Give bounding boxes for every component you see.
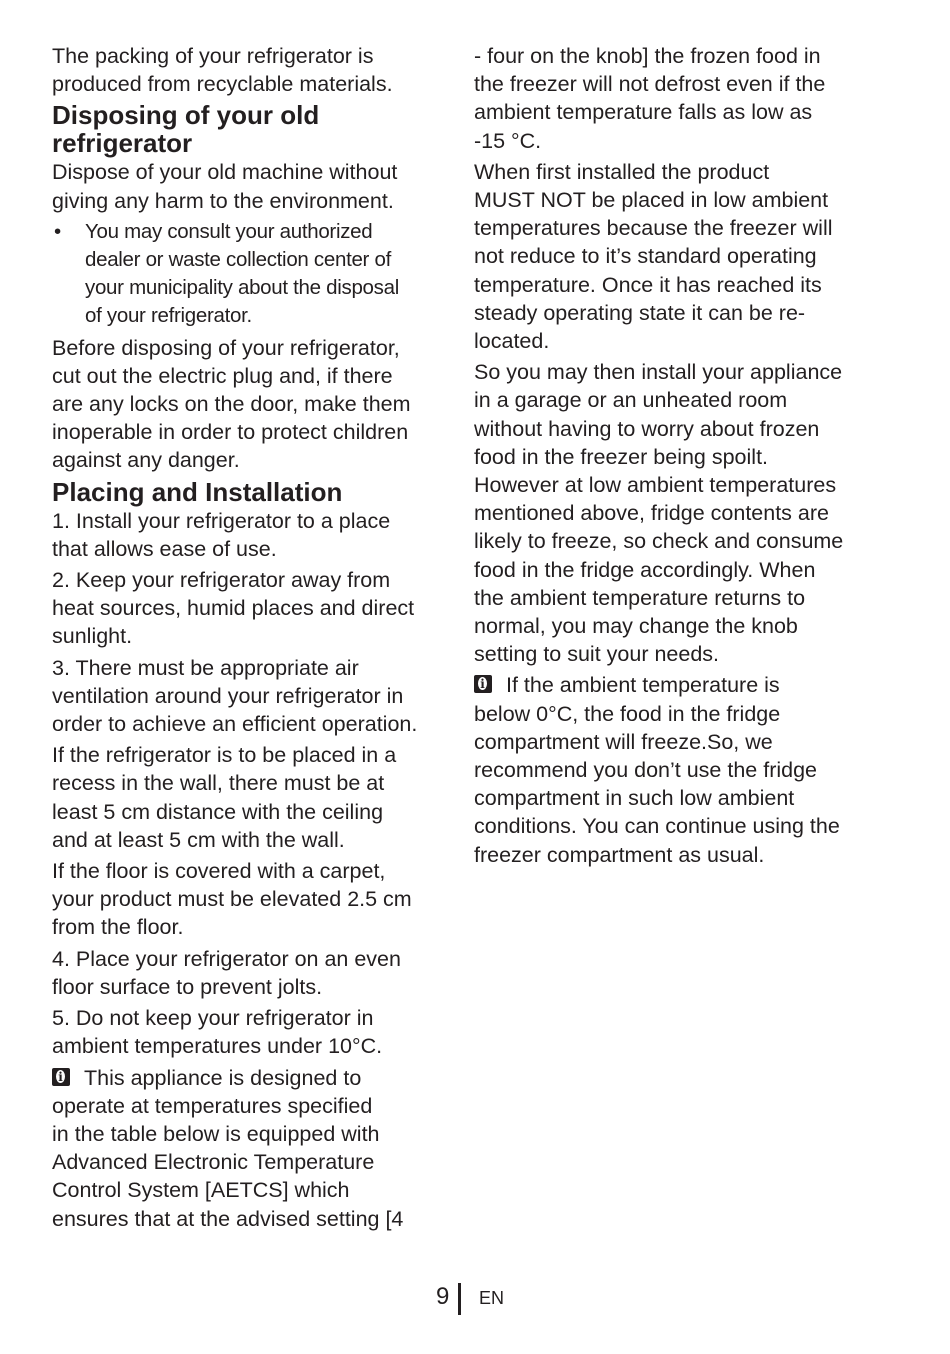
text-line: operate at temperatures specified [52, 1093, 373, 1118]
text-line: Disposing of your old [52, 100, 320, 131]
text-line: sunlight. [52, 624, 133, 649]
paragraph [52, 334, 442, 475]
text-line: refrigerator [52, 128, 193, 159]
text-line: temperatures because the freezer will [474, 216, 833, 241]
text-line: - four on the knob] the frozen food in [474, 44, 821, 68]
text-line: 5. Do not keep your refrigerator in [52, 1006, 374, 1031]
text-line: Advanced Electronic Temperature [52, 1150, 375, 1175]
text-line: steady operating state it can be re- [474, 300, 806, 325]
text-line: your product must be elevated 2.5 cm [52, 887, 412, 912]
paragraph [52, 42, 442, 98]
section-heading [52, 101, 442, 157]
text-line: ventilation around your refrigerator in [52, 683, 404, 708]
info-note [474, 671, 874, 868]
text-line: compartment will freeze.So, we [474, 729, 773, 754]
text-line: food in the fridge accordingly. When [474, 557, 816, 582]
text-line: MUST NOT be placed in low ambient [474, 188, 829, 213]
text-line: the ambient temperature returns to [474, 585, 806, 610]
text-line: located. [474, 329, 550, 354]
text-line: ambient temperatures under 10°C. [52, 1034, 383, 1059]
text-line: food in the freezer being spoilt. [474, 444, 769, 469]
paragraph [52, 741, 442, 854]
text-line: ambient temperature falls as low as [474, 100, 813, 125]
text-line: recommend you don’t use the fridge [474, 758, 818, 783]
text-line: If the refrigerator is to be placed in a [52, 743, 397, 768]
text-line: setting to suit your needs. [474, 642, 720, 667]
text-line: 4. Place your refrigerator on an even [52, 946, 401, 971]
text-line: Before disposing of your refrigerator, [52, 335, 400, 360]
paragraph [474, 158, 874, 355]
text-span: If the ambient temperature is [506, 673, 780, 698]
text-line: Dispose of your old machine without [52, 160, 398, 185]
text-line: So you may then install your appliance [474, 360, 843, 385]
text-line: likely to freeze, so check and consume [474, 529, 844, 554]
page-number: 9 [436, 1283, 450, 1310]
paragraph [52, 158, 442, 214]
paragraph [52, 654, 442, 739]
text-line: from the floor. [52, 915, 184, 940]
bullet-item [52, 218, 442, 331]
paragraph [52, 857, 442, 942]
text-line: cut out the electric plug and, if there [52, 363, 393, 388]
text-line: temperature. Once it has reached its [474, 272, 822, 297]
info-icon [52, 1068, 70, 1086]
text-line: least 5 cm distance with the ceiling [52, 799, 384, 824]
text-span: This appliance is designed to [84, 1065, 362, 1090]
text-line: compartment in such low ambient [474, 786, 795, 811]
paragraph [52, 1004, 442, 1060]
paragraph [474, 42, 874, 155]
right-column [474, 42, 874, 872]
info-note [52, 1064, 442, 1233]
text-line: of your refrigerator. [85, 304, 252, 328]
text-line: produced from recyclable materials. [52, 72, 393, 97]
text-line: freezer compartment as usual. [474, 842, 765, 867]
left-column [52, 42, 442, 1236]
text-line: normal, you may change the knob [474, 614, 798, 639]
text-line: However at low ambient temperatures [474, 473, 837, 498]
text-line: below 0°C, the food in the fridge [474, 701, 781, 726]
text-line: mentioned above, fridge contents are [474, 501, 829, 526]
text-line: conditions. You can continue using the [474, 814, 840, 839]
text-line: the freezer will not defrost even if the [474, 72, 826, 97]
text-line: and at least 5 cm with the wall. [52, 827, 345, 852]
text-line: -15 °C. [474, 128, 542, 153]
text-line: giving any harm to the environment. [52, 188, 394, 213]
text-line: 1. Install your refrigerator to a place [52, 508, 391, 533]
text-line: order to achieve an efficient operation. [52, 712, 418, 737]
text-line: Control System [AETCS] which [52, 1178, 350, 1203]
text-line: not reduce to it’s standard operating [474, 244, 817, 269]
text-line: without having to worry about frozen [474, 416, 820, 441]
text-line: are any locks on the door, make them [52, 392, 411, 417]
text-line: ensures that at the advised setting [4 [52, 1206, 404, 1231]
paragraph [52, 507, 442, 563]
text-line: Placing and Installation [52, 476, 343, 507]
text-line: 3. There must be appropriate air [52, 655, 359, 680]
text-line: heat sources, humid places and direct [52, 596, 415, 621]
text-line [52, 1064, 442, 1092]
text-line: against any danger. [52, 448, 240, 473]
text-line: 2. Keep your refrigerator away from [52, 568, 391, 593]
text-line: inoperable in order to protect children [52, 420, 409, 445]
bullet-marker: • [54, 219, 61, 243]
text-line: dealer or waste collection center of [85, 248, 391, 272]
text-line: You may consult your authorized [85, 219, 373, 243]
paragraph [52, 566, 442, 651]
text-line: recess in the wall, there must be at [52, 771, 385, 796]
paragraph [52, 945, 442, 1001]
paragraph [474, 358, 874, 668]
text-line: If the floor is covered with a carpet, [52, 859, 386, 884]
text-line: your municipality about the disposal [85, 276, 399, 300]
text-line: in the table below is equipped with [52, 1121, 380, 1146]
text-line: The packing of your refrigerator is [52, 44, 374, 68]
text-line: in a garage or an unheated room [474, 388, 788, 413]
text-line [474, 671, 874, 699]
text-line: that allows ease of use. [52, 536, 277, 561]
text-line: When first installed the product [474, 159, 770, 184]
language-code: EN [479, 1288, 505, 1308]
section-heading [52, 478, 442, 506]
info-icon [474, 675, 492, 693]
text-line: floor surface to prevent jolts. [52, 974, 323, 999]
footer-divider [458, 1283, 461, 1315]
